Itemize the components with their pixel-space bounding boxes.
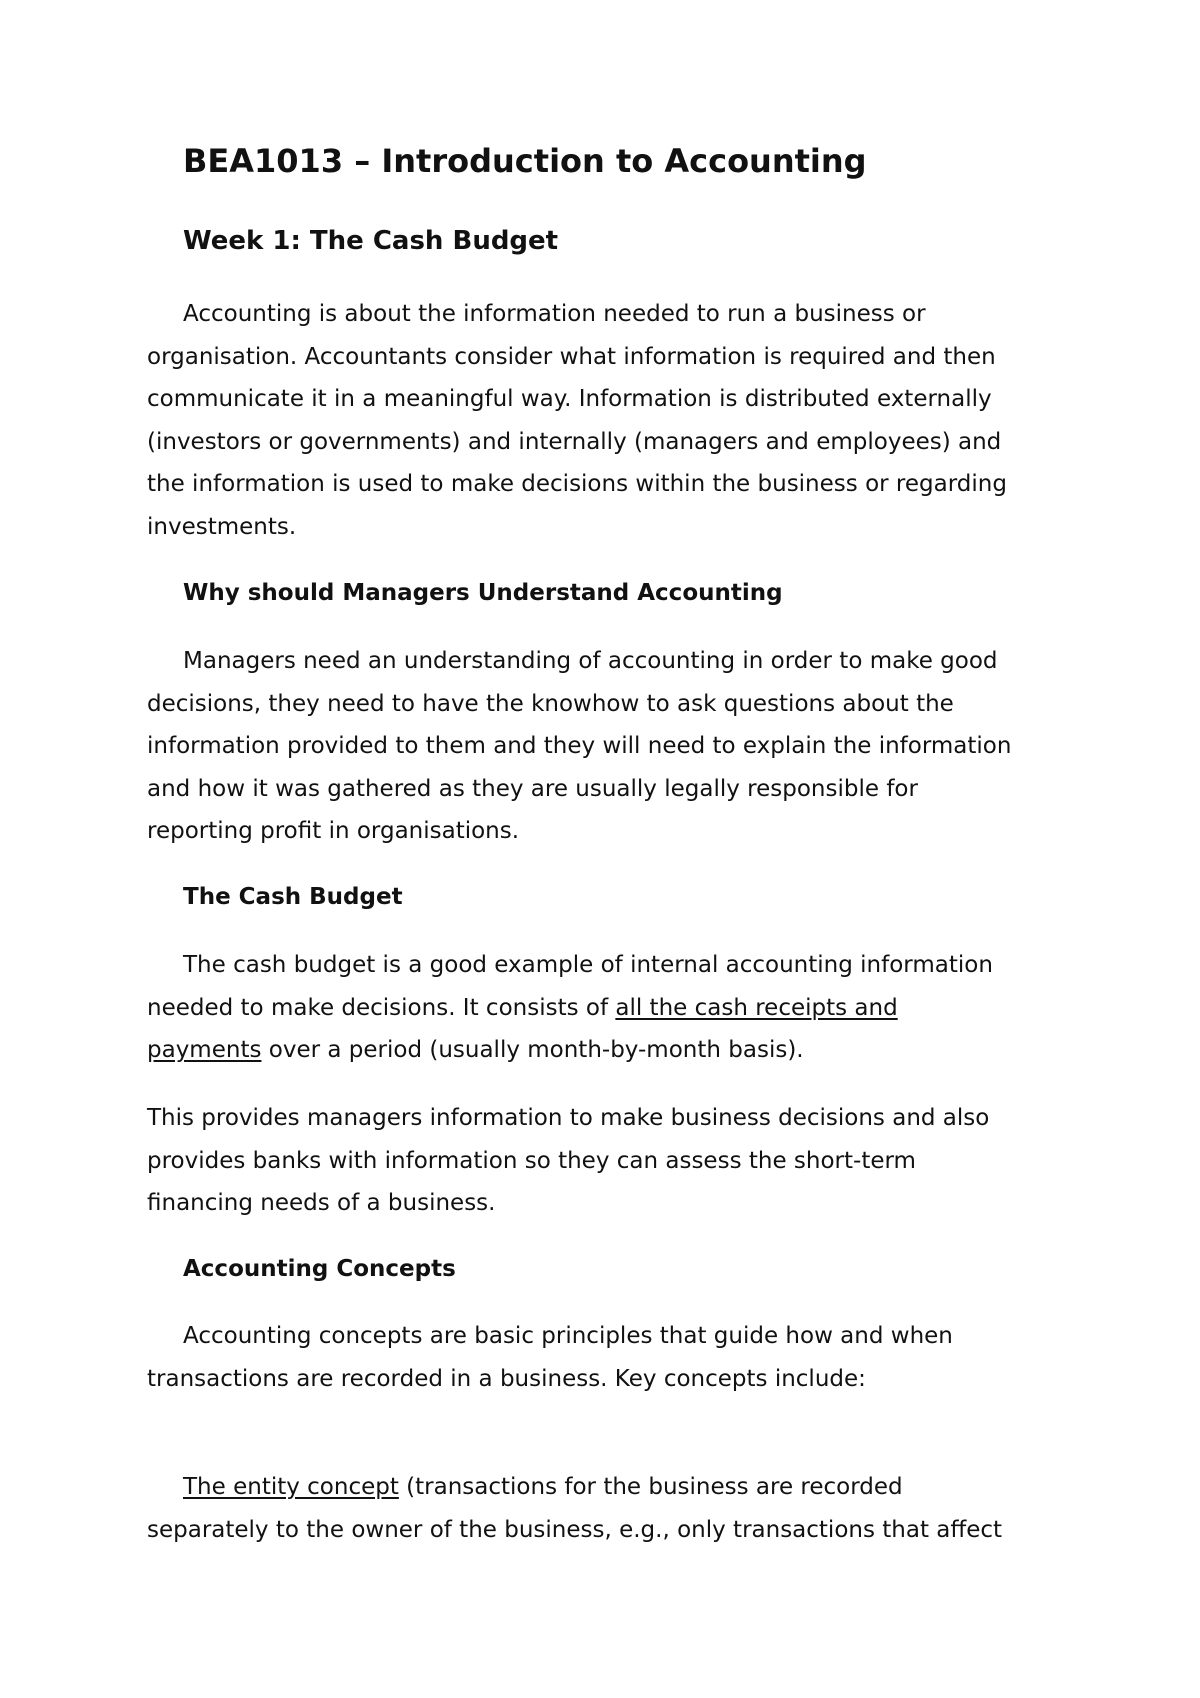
managers-heading: Why should Managers Understand Accounting	[183, 580, 783, 606]
underlined-cash-receipts: all the cash receipts and	[615, 994, 898, 1021]
entity-line	[147, 1466, 1077, 1509]
provides-paragraph	[147, 1097, 1077, 1225]
concepts-line: Accounting concepts are basic principles that guide how and when	[183, 1323, 953, 1349]
cash-budget-text: needed to make decisions. It consists of	[147, 994, 616, 1021]
managers-line: Managers need an understanding of accounting in order to make good	[183, 648, 998, 674]
underlined-payments: payments	[147, 1037, 262, 1063]
cash-budget-line	[147, 987, 1077, 1030]
underlined-entity-concept: The entity concept	[183, 1474, 399, 1500]
concepts-paragraph	[147, 1315, 1077, 1400]
intro-line: Accounting is about the information needed to run a business or	[183, 301, 926, 327]
cash-budget-line: The cash budget is a good example of internal accounting information	[183, 952, 993, 978]
cash-budget-text: over a period (usually month-by-month basis).	[261, 1037, 804, 1063]
cash-budget-line	[147, 1029, 1077, 1072]
provides-line: This provides managers information to make business decisions and also	[147, 1105, 990, 1131]
intro-paragraph	[147, 293, 1077, 548]
managers-paragraph	[147, 640, 1077, 853]
intro-line: investments.	[147, 513, 297, 540]
managers-line: reporting profit in organisations.	[147, 818, 520, 844]
cash-budget-paragraph	[147, 944, 1077, 1072]
entity-paragraph	[147, 1466, 1077, 1551]
intro-line: (investors or governments) and internally (managers and employees) and	[147, 428, 1002, 455]
provides-line: provides banks with information so they can assess the short-term	[147, 1147, 916, 1174]
managers-line: decisions, they need to have the knowhow to ask questions about the	[147, 690, 954, 717]
entity-line: separately to the owner of the business, e.g., only transactions that affect	[147, 1516, 1003, 1543]
intro-line: the information is used to make decisions within the business or regarding	[147, 471, 1007, 497]
entity-text: (transactions for the business are recorded	[398, 1474, 903, 1500]
intro-line: organisation. Accountants consider what information is required and then	[147, 343, 996, 370]
concepts-heading: Accounting Concepts	[183, 1256, 456, 1282]
provides-line: financing needs of a business.	[147, 1190, 496, 1216]
week-heading: Week 1: The Cash Budget	[183, 226, 559, 256]
managers-line: and how it was gathered as they are usually legally responsible for	[147, 775, 918, 802]
document-title: BEA1013 – Introduction to Accounting	[183, 142, 867, 180]
concepts-line: transactions are recorded in a business. Key concepts include:	[147, 1365, 866, 1392]
intro-line: communicate it in a meaningful way. Information is distributed externally	[147, 386, 992, 412]
cash-budget-heading: The Cash Budget	[183, 884, 403, 910]
managers-line: information provided to them and they will need to explain the information	[147, 733, 1012, 759]
